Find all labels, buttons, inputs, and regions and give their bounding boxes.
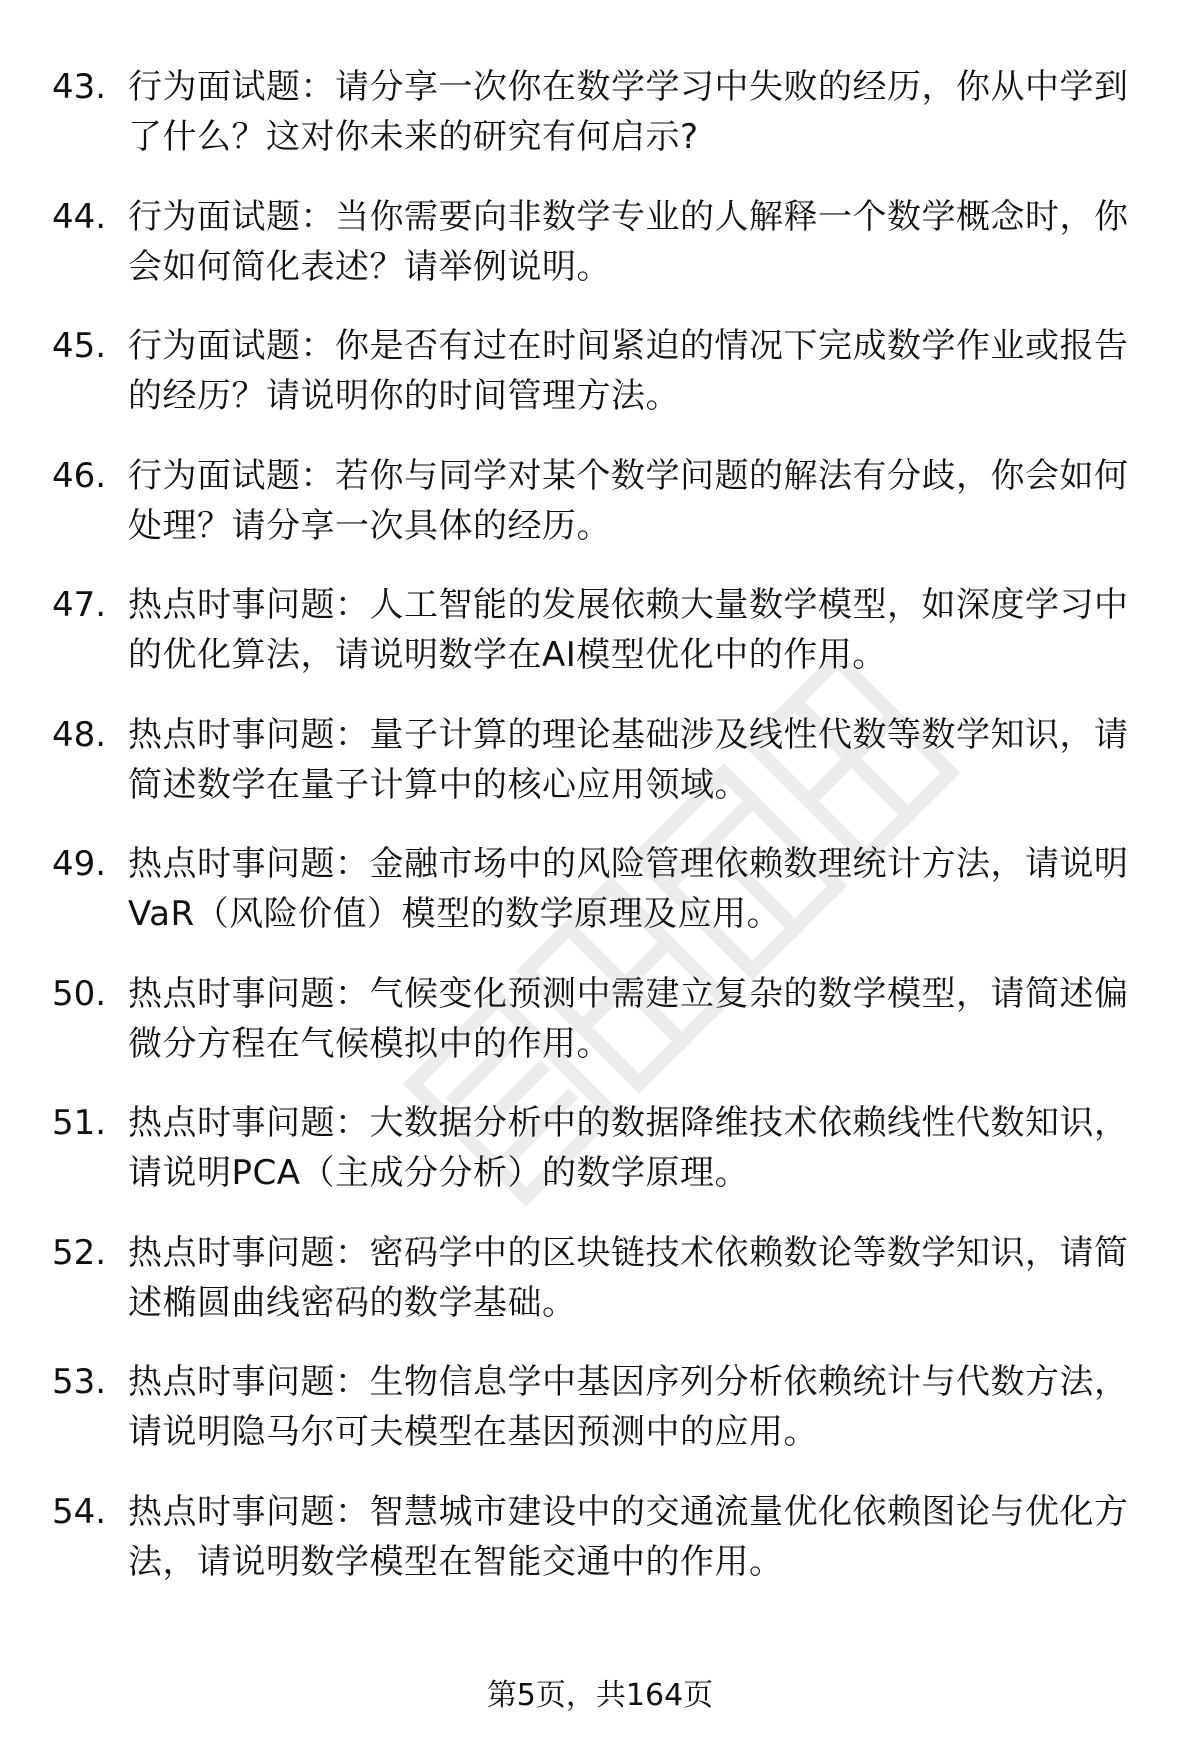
- question-list: [0, 62, 1200, 1616]
- question-item: [0, 62, 1200, 192]
- question-text: 热点时事问题：量子计算的理论基础涉及线性代数等数学知识，请简述数学在量子计算中的核心应用领域。: [128, 714, 1129, 805]
- question-number: 46.: [52, 455, 107, 496]
- question-number: 48.: [52, 714, 107, 755]
- question-number: 53.: [52, 1362, 107, 1402]
- question-number: 44.: [52, 196, 107, 237]
- question-text: 热点时事问题：人工智能的发展依赖大量数学模型，如深度学习中的优化算法，请说明数学在AI模型优化中的作用。: [128, 585, 1129, 675]
- question-number: 49.: [52, 844, 107, 884]
- question-item: [0, 321, 1200, 451]
- question-item: [0, 1357, 1200, 1487]
- question-text: 热点时事问题：密码学中的区块链技术依赖数论等数学知识，请简述椭圆曲线密码的数学基础。: [128, 1232, 1129, 1323]
- question-number: 45.: [52, 326, 107, 366]
- page-number-footer: 第5页，共164页: [486, 1678, 714, 1713]
- question-text: 热点时事问题：金融市场中的风险管理依赖数理统计方法，请说明VaR（风险价值）模型的数学原理及应用。: [128, 844, 1129, 934]
- question-item: [0, 710, 1200, 840]
- question-text: 热点时事问题：生物信息学中基因序列分析依赖统计与代数方法，请说明隐马尔可夫模型在基因预测中的应用。: [128, 1362, 1129, 1452]
- question-number: 47.: [52, 585, 107, 625]
- question-number: 50.: [52, 973, 107, 1014]
- question-number: 51.: [52, 1103, 107, 1143]
- question-item: [0, 580, 1200, 710]
- question-text: 行为面试题：若你与同学对某个数学问题的解法有分歧，你会如何处理？请分享一次具体的经历。: [128, 455, 1129, 546]
- question-text: 热点时事问题：智慧城市建设中的交通流量优化依赖图论与优化方法，请说明数学模型在智能交通中的作用。: [128, 1491, 1129, 1582]
- question-item: [0, 192, 1200, 322]
- question-item: [0, 1098, 1200, 1228]
- question-text: 行为面试题：请分享一次你在数学学习中失败的经历，你从中学到了什么？这对你未来的研究有何启示?: [128, 67, 1129, 157]
- question-item: [0, 451, 1200, 581]
- question-item: [0, 1228, 1200, 1358]
- question-text: 热点时事问题：大数据分析中的数据降维技术依赖线性代数知识，请说明PCA（主成分分析）的数学原理。: [128, 1103, 1129, 1193]
- question-text: 热点时事问题：气候变化预测中需建立复杂的数学模型，请简述偏微分方程在气候模拟中的作用。: [128, 973, 1129, 1064]
- question-number: 54.: [52, 1491, 107, 1532]
- question-number: 52.: [52, 1232, 107, 1273]
- question-text: 行为面试题：你是否有过在时间紧迫的情况下完成数学作业或报告的经历？请说明你的时间管理方法。: [128, 326, 1129, 416]
- question-text: 行为面试题：当你需要向非数学专业的人解释一个数学概念时，你会如何简化表述？请举例说明。: [128, 196, 1129, 287]
- question-item: [0, 1487, 1200, 1617]
- question-item: [0, 969, 1200, 1099]
- question-item: [0, 839, 1200, 969]
- question-number: 43.: [52, 67, 107, 107]
